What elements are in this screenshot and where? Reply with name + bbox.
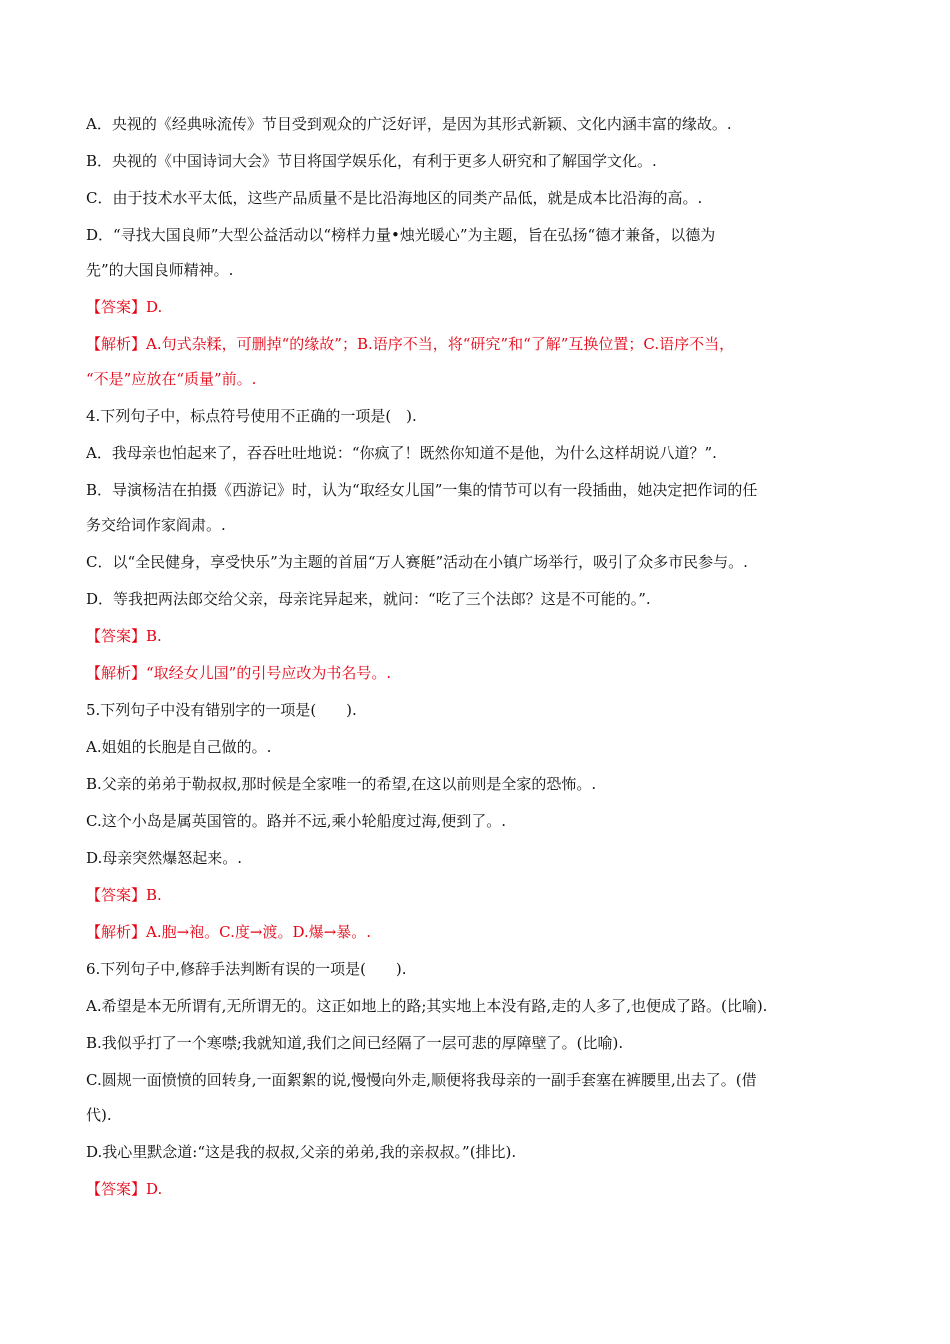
analysis-line: “不是”应放在“质量”前。. <box>86 370 257 388</box>
answer-line: 【答案】B. <box>86 627 162 645</box>
answer-line: 【答案】D. <box>86 298 163 316</box>
text-line: A．央视的《经典咏流传》节目受到观众的广泛好评，是因为其形式新颖、文化内涵丰富的缘故。. <box>86 115 732 133</box>
text-line: 先”的大国良师精神。. <box>86 261 234 279</box>
text-line: B.父亲的弟弟于勒叔叔,那时候是全家唯一的希望,在这以前则是全家的恐怖。. <box>86 775 597 793</box>
text-line: D．等我把两法郎交给父亲，母亲诧异起来，就问：“吃了三个法郎？这是不可能的。”. <box>86 590 651 608</box>
text-line: C.这个小岛是属英国管的。路并不远,乘小轮船度过海,便到了。. <box>86 812 507 830</box>
analysis-line: 【解析】“取经女儿国”的引号应改为书名号。. <box>86 664 392 682</box>
text-line: 代). <box>86 1106 112 1124</box>
text-line: C．以“全民健身，享受快乐”为主题的首届“万人赛艇”活动在小镇广场举行，吸引了众多市民参与。. <box>86 553 748 571</box>
text-line: D．“寻找大国良师”大型公益活动以“榜样力量•烛光暖心”为主题，旨在弘扬“德才兼备，以德为 <box>86 226 716 244</box>
text-line: A.姐姐的长胞是自己做的。. <box>86 738 272 756</box>
text-line: D.我心里默念道:“这是我的叔叔,父亲的弟弟,我的亲叔叔。”(排比). <box>86 1143 517 1161</box>
text-line: B.我似乎打了一个寒噤;我就知道,我们之间已经隔了一层可悲的厚障壁了。(比喻). <box>86 1034 624 1052</box>
answer-line: 【答案】B. <box>86 886 162 904</box>
text-line: A．我母亲也怕起来了，吞吞吐吐地说：“你疯了！既然你知道不是他，为什么这样胡说八道？”. <box>86 444 717 462</box>
question-title: 4.下列句子中，标点符号使用不正确的一项是( ). <box>86 407 417 425</box>
question-title: 5.下列句子中没有错别字的一项是( ). <box>86 701 357 719</box>
analysis-line: 【解析】A.句式杂糅，可删掉“的缘故”；B.语序不当，将“研究”和“了解”互换位置；C.语序不当， <box>86 335 735 353</box>
text-line: A.希望是本无所谓有,无所谓无的。这正如地上的路;其实地上本没有路,走的人多了,也便成了路。(比喻). <box>86 997 768 1015</box>
answer-line: 【答案】D. <box>86 1180 163 1198</box>
question-title: 6.下列句子中,修辞手法判断有误的一项是( ). <box>86 960 407 978</box>
text-line: D.母亲突然爆怒起来。. <box>86 849 243 867</box>
text-line: C．由于技术水平太低，这些产品质量不是比沿海地区的同类产品低，就是成本比沿海的高。. <box>86 189 703 207</box>
text-line: B．导演杨洁在拍摄《西游记》时，认为“取经女儿国”一集的情节可以有一段插曲，她决定把作词的任 <box>86 481 758 499</box>
text-line: 务交给词作家阎肃。. <box>86 516 226 534</box>
text-line: B．央视的《中国诗词大会》节目将国学娱乐化，有利于更多人研究和了解国学文化。. <box>86 152 657 170</box>
text-line: C.圆规一面愤愤的回转身,一面絮絮的说,慢慢向外走,顺便将我母亲的一副手套塞在裤腰里,出去了。(借 <box>86 1071 757 1089</box>
document-page <box>86 114 866 1199</box>
analysis-line: 【解析】A.胞→袍。C.度→渡。D.爆→暴。. <box>86 923 372 941</box>
